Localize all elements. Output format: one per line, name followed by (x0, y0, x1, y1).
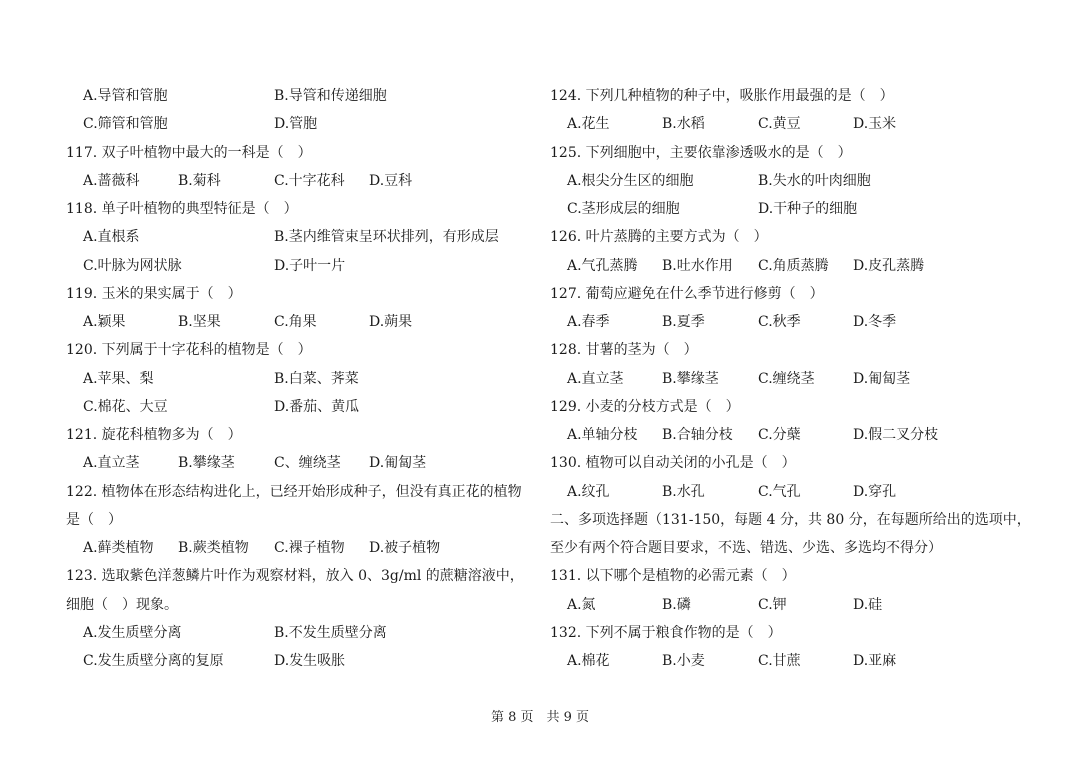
option-text: B.水稻 (662, 116, 705, 133)
option-text: B.合轴分枝 (662, 427, 733, 443)
option-text: D.冬季 (853, 314, 897, 330)
option-text: A.导管和管胞 (83, 88, 168, 104)
question-line (550, 506, 1030, 534)
option-text: B.菊科 (178, 172, 221, 189)
question-text: 124. 下列几种植物的种子中，吸胀作用最强的是（ ） (550, 88, 894, 104)
option-text: B.攀缘茎 (178, 455, 235, 472)
question-line (550, 82, 1030, 110)
option-text: C.角质蒸腾 (758, 257, 829, 274)
option-text: D.假二叉分枝 (853, 427, 939, 443)
option-text: B.不发生质壁分离 (274, 624, 387, 641)
option-text: C.角果 (274, 314, 317, 330)
left-column (66, 82, 536, 675)
option-text: C.甘蔗 (758, 653, 801, 669)
question-text: 121. 旋花科植物多为（ ） (66, 427, 242, 443)
question-line (66, 619, 536, 647)
option-text: A.苹果、梨 (83, 370, 154, 387)
question-line (550, 365, 1030, 393)
question-line (550, 280, 1030, 308)
option-text: C.裸子植物 (274, 540, 345, 556)
option-text: C.叶脉为网状脉 (83, 257, 182, 274)
question-line (550, 195, 1030, 223)
option-text: D.皮孔蒸腾 (853, 257, 925, 274)
question-text: 127. 葡萄应避免在什么季节进行修剪（ ） (550, 285, 824, 302)
question-text: 120. 下列属于十字花科的植物是（ ） (66, 342, 312, 359)
question-text: 129. 小麦的分枝方式是（ ） (550, 398, 740, 415)
option-text: C.分蘖 (758, 427, 801, 443)
option-text: B.白菜、荠菜 (274, 370, 359, 387)
option-text: C.气孔 (758, 483, 801, 500)
option-text: A.颖果 (83, 314, 126, 330)
question-line (66, 195, 536, 223)
option-text: C.棉花、大豆 (83, 398, 168, 415)
question-line (550, 562, 1030, 590)
option-text: B.导管和传递细胞 (274, 88, 387, 104)
option-text: C、缠绕茎 (274, 455, 341, 472)
question-text: 122. 植物体在形态结构进化上，已经开始形成种子，但没有真正花的植物 (66, 483, 522, 500)
option-text: C.十字花科 (274, 172, 345, 189)
question-text: 130. 植物可以自动关闭的小孔是（ ） (550, 455, 796, 472)
option-text: C.秋季 (758, 314, 801, 330)
option-text: A.发生质壁分离 (83, 624, 182, 641)
option-text: B.坚果 (178, 314, 221, 330)
option-text: D.干种子的细胞 (758, 201, 858, 217)
question-line (550, 252, 1030, 280)
question-text: 117. 双子叶植物中最大的一科是（ ） (66, 144, 312, 161)
question-text: 125. 下列细胞中，主要依靠渗透吸水的是（ ） (550, 144, 852, 161)
question-line (550, 647, 1030, 675)
option-text: C.茎形成层的细胞 (567, 201, 680, 217)
option-text: D.硅 (853, 596, 883, 613)
question-line (550, 110, 1030, 138)
question-line (66, 280, 536, 308)
question-line (550, 619, 1030, 647)
option-text: B.茎内维管束呈环状排列，有形成层 (274, 229, 499, 246)
option-text: A.直根系 (83, 229, 140, 246)
option-text: A.氮 (567, 596, 596, 613)
question-line (66, 421, 536, 449)
question-line (66, 308, 536, 336)
question-line (66, 252, 536, 280)
option-text: B.蕨类植物 (178, 540, 249, 556)
option-text: D.发生吸胀 (274, 653, 346, 669)
option-text: C.筛管和管胞 (83, 116, 168, 133)
option-text: A.纹孔 (567, 483, 610, 500)
option-text: A.根尖分生区的细胞 (567, 172, 694, 189)
option-text: A.直立茎 (567, 370, 624, 387)
question-line (550, 167, 1030, 195)
question-line (66, 336, 536, 364)
option-text: D.被子植物 (369, 540, 441, 556)
option-text: C.发生质壁分离的复原 (83, 653, 224, 669)
option-text: C.钾 (758, 596, 787, 613)
question-line (66, 534, 536, 562)
option-text: D.管胞 (274, 116, 318, 133)
question-text: 132. 下列不属于粮食作物的是（ ） (550, 624, 782, 641)
option-text: A.蔷薇科 (83, 172, 140, 189)
option-text: D.豆科 (369, 172, 413, 189)
question-line (66, 82, 536, 110)
question-line (550, 393, 1030, 421)
question-line (550, 534, 1030, 562)
question-line (550, 421, 1030, 449)
question-text: 128. 甘薯的茎为（ ） (550, 342, 698, 359)
question-line (550, 478, 1030, 506)
option-text: B.磷 (662, 596, 691, 613)
question-text: 119. 玉米的果实属于（ ） (66, 285, 242, 302)
option-text: B.水孔 (662, 483, 705, 500)
question-text: 细胞（ ）现象。 (66, 596, 178, 613)
right-column (550, 82, 1030, 675)
option-text: B.失水的叶肉细胞 (758, 172, 871, 189)
option-text: C.缠绕茎 (758, 370, 815, 387)
option-text: B.小麦 (662, 653, 705, 669)
question-line (66, 647, 536, 675)
option-text: D.匍匐茎 (853, 370, 911, 387)
option-text: B.攀缘茎 (662, 370, 719, 387)
question-line (550, 591, 1030, 619)
question-line (66, 591, 536, 619)
question-line (66, 393, 536, 421)
option-text: D.亚麻 (853, 653, 897, 669)
option-text: C.黄豆 (758, 116, 801, 133)
question-text: 二、多项选择题（131-150，每题 4 分，共 80 分，在每题所给出的选项中， (550, 511, 1031, 528)
question-line (66, 223, 536, 251)
option-text: D.番茄、黄瓜 (274, 398, 360, 415)
option-text: D.穿孔 (853, 483, 897, 500)
question-text: 至少有两个符合题目要求，不选、错选、少选、多选均不得分） (550, 540, 942, 556)
question-line (66, 449, 536, 477)
question-text: 131. 以下哪个是植物的必需元素（ ） (550, 568, 796, 585)
option-text: D.玉米 (853, 116, 897, 133)
question-line (66, 110, 536, 138)
option-text: D.蒴果 (369, 314, 413, 330)
question-text: 126. 叶片蒸腾的主要方式为（ ） (550, 229, 768, 246)
question-line (66, 139, 536, 167)
question-line (66, 562, 536, 590)
option-text: D.匍匐茎 (369, 455, 427, 472)
option-text: A.藓类植物 (83, 540, 154, 556)
option-text: A.棉花 (567, 653, 610, 669)
page-footer: 第 8 页 共 9 页 (490, 710, 590, 725)
question-text: 123. 选取紫色洋葱鳞片叶作为观察材料，放入 0、3g/ml 的蔗糖溶液中， (66, 568, 524, 585)
option-text: A.气孔蒸腾 (567, 257, 638, 274)
question-text: 是（ ） (66, 511, 122, 528)
option-text: A.花生 (567, 116, 610, 133)
question-line (550, 336, 1030, 364)
question-line (550, 139, 1030, 167)
option-text: A.单轴分枝 (567, 427, 638, 443)
question-line (66, 506, 536, 534)
question-line (66, 365, 536, 393)
question-line (66, 478, 536, 506)
question-line (550, 308, 1030, 336)
question-text: 118. 单子叶植物的典型特征是（ ） (66, 201, 298, 217)
option-text: A.春季 (567, 314, 610, 330)
option-text: D.子叶一片 (274, 257, 346, 274)
option-text: B.夏季 (662, 314, 705, 330)
question-line (550, 223, 1030, 251)
question-line (550, 449, 1030, 477)
question-line (66, 167, 536, 195)
option-text: B.吐水作用 (662, 257, 733, 274)
option-text: A.直立茎 (83, 455, 140, 472)
